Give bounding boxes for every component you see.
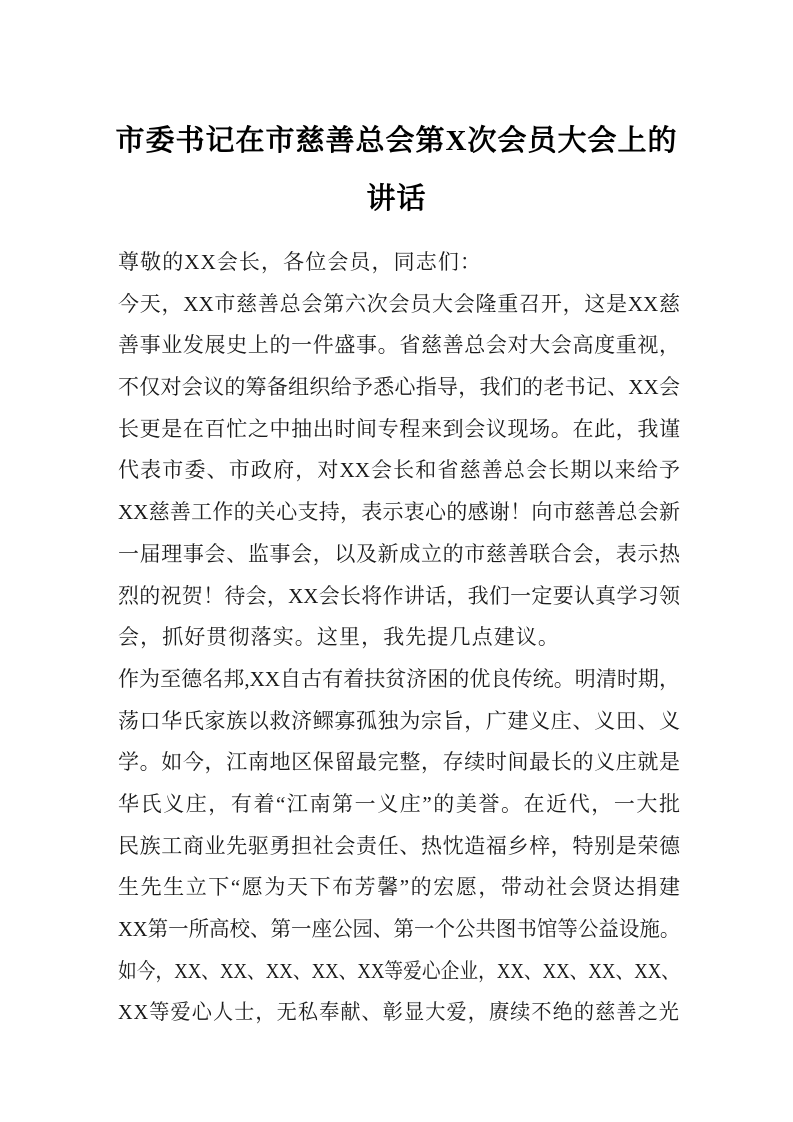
text-line: 会，抓好贯彻落实。这里，我先提几点建议。 (118, 625, 560, 650)
title-line-2: 讲话 (366, 183, 427, 215)
text-line: 代表市委、市政府，对XX会长和省慈善总会长期以来给予 (118, 458, 680, 483)
paragraph (118, 284, 680, 659)
text-line: 民族工商业先驱勇担社会责任、热忱造福乡梓，特别是荣德 (118, 833, 680, 858)
text-line: 烈的祝贺！待会，XX会长将作讲话，我们一定要认真学习领 (118, 583, 680, 608)
text-line: 今天，XX市慈善总会第六次会员大会隆重召开，这是XX慈 (118, 291, 680, 316)
text-line: 生先生立下“愿为天下布芳馨”的宏愿，带动社会贤达捐建 (118, 875, 680, 900)
document-title (0, 0, 793, 228)
text-line: 如今，XX、XX、XX、XX、XX等爱心企业，XX、XX、XX、XX、 (118, 958, 680, 983)
text-line: 不仅对会议的筹备组织给予悉心指导，我们的老书记、XX会 (118, 375, 680, 400)
text-line: 一届理事会、监事会，以及新成立的市慈善联合会，表示热 (118, 541, 680, 566)
paragraph (118, 659, 680, 1034)
document-body (118, 242, 680, 1034)
text-line: 善事业发展史上的一件盛事。省慈善总会对大会高度重视， (118, 333, 680, 358)
text-line: 尊敬的XX会长，各位会员，同志们： (118, 250, 483, 274)
text-line: XX慈善工作的关心支持，表示衷心的感谢！向市慈善总会新 (118, 500, 680, 525)
text-line: XX第一所高校、第一座公园、第一个公共图书馆等公益设施。 (118, 917, 681, 941)
paragraph (118, 242, 680, 284)
text-line: 作为至德名邦,XX自古有着扶贫济困的优良传统。明清时期， (118, 666, 680, 691)
title-line-1: 市委书记在市慈善总会第X次会员大会上的 (115, 125, 678, 157)
text-line: 荡口华氏家族以救济鳏寡孤独为宗旨，广建义庄、义田、义 (118, 708, 680, 733)
text-line: 长更是在百忙之中抽出时间专程来到会议现场。在此，我谨 (118, 416, 680, 441)
text-line: 华氏义庄，有着“江南第一义庄”的美誉。在近代，一大批 (118, 791, 680, 816)
text-line: XX等爱心人士，无私奉献、彰显大爱，赓续不绝的慈善之光 (118, 1000, 681, 1025)
text-line: 学。如今，江南地区保留最完整，存续时间最长的义庄就是 (118, 750, 680, 775)
